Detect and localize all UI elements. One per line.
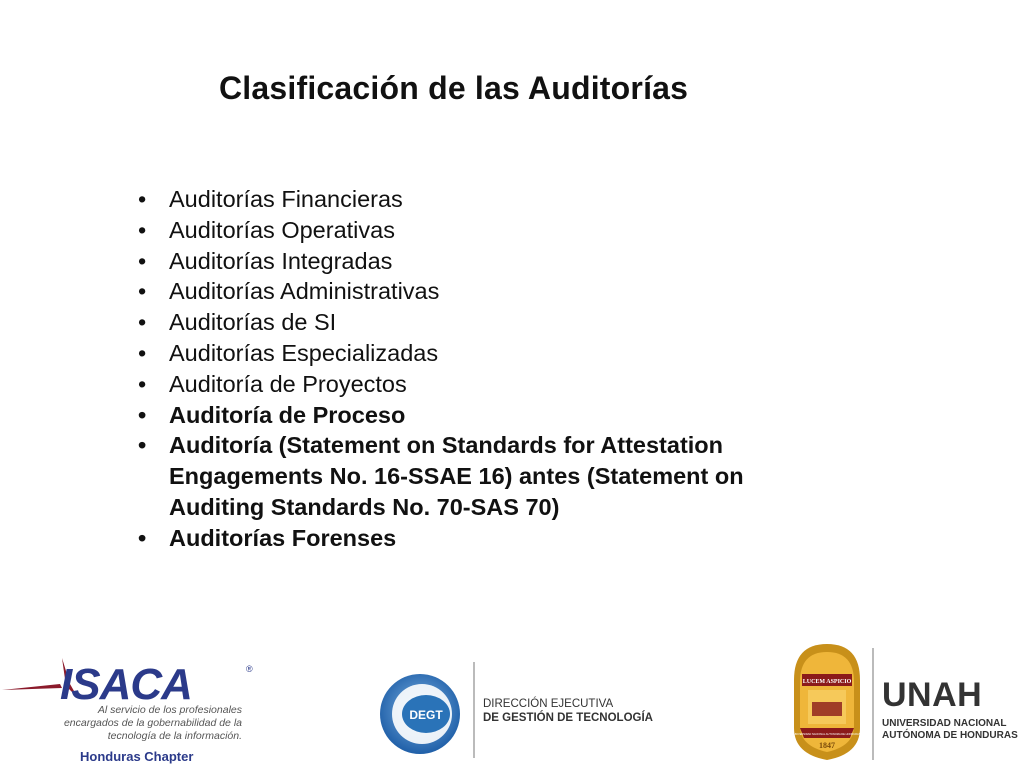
list-item: [138, 400, 838, 431]
list-item: [138, 369, 838, 400]
list-item: [138, 276, 838, 307]
list-item: [138, 430, 838, 522]
bullet-icon: •: [138, 401, 147, 428]
bullet-icon: •: [138, 278, 147, 305]
isaca-chapter: Honduras Chapter: [80, 749, 194, 764]
audit-types-list: [138, 184, 838, 554]
bullet-icon: •: [138, 370, 147, 397]
bullet-icon: •: [138, 432, 147, 459]
list-item: [138, 215, 838, 246]
list-item-text: Auditorías Financieras: [169, 186, 403, 212]
list-item-text: Auditoría (Statement on Standards for Attestation Engagements No. 16-SSAE 16) antes (Statement on Auditing Standards No. 70-SAS 70): [169, 432, 744, 520]
list-item-text: Auditorías Especializadas: [169, 339, 439, 366]
list-item-text: Auditorías Integradas: [169, 247, 393, 274]
degt-line1: DIRECCIÓN EJECUTIVA: [483, 698, 614, 710]
registered-mark: ®: [246, 664, 253, 674]
isaca-logo: [0, 650, 270, 768]
unah-seal-icon: [786, 642, 868, 762]
divider: [473, 662, 475, 758]
degt-line2: DE GESTIÓN DE TECNOLOGÍA: [483, 712, 653, 724]
seal-year: 1847: [819, 741, 835, 750]
unah-wordmark: UNAH: [882, 676, 983, 714]
isaca-tagline-line: Al servicio de los profesionales: [97, 704, 242, 716]
list-item-text: Auditorías Forenses: [169, 524, 397, 551]
bullet-icon: •: [138, 186, 147, 212]
degt-badge-text: DEGT: [409, 708, 443, 722]
list-item: [138, 523, 838, 554]
bullet-icon: •: [138, 524, 147, 551]
list-item-text: Auditorías Administrativas: [169, 278, 440, 305]
isaca-tagline-line: tecnología de la información.: [107, 730, 242, 742]
list-item: [138, 338, 838, 369]
isaca-wordmark: ISACA: [60, 660, 192, 709]
list-item-text: Auditorías de SI: [169, 309, 337, 336]
bullet-icon: •: [138, 339, 147, 366]
unah-line2: AUTÓNOMA DE HONDURAS: [882, 729, 1018, 741]
list-item-text: Auditorías Operativas: [169, 216, 395, 243]
divider: [872, 648, 874, 760]
bullet-icon: •: [138, 216, 147, 243]
bullet-icon: •: [138, 309, 147, 336]
list-item: [138, 246, 838, 277]
degt-logo-icon: [370, 668, 470, 760]
list-item: [138, 184, 838, 215]
list-item: [138, 307, 838, 338]
degt-name: [483, 697, 653, 725]
unah-fullname: [882, 718, 1018, 741]
isaca-tagline-line: encargados de la gobernabilidad de la: [63, 717, 242, 729]
slide-title: Clasificación de las Auditorías: [219, 70, 689, 106]
bullet-icon: •: [138, 247, 147, 274]
seal-ribbon: UNIVERSIDAD NACIONAL AUTONOMA DE HONDURAS: [793, 733, 861, 736]
unah-line1: UNIVERSIDAD NACIONAL: [882, 718, 1007, 729]
isaca-tagline: [20, 704, 242, 743]
list-item-text: Auditoría de Proyectos: [169, 370, 407, 397]
seal-motto: LUCEM ASPICIO: [802, 679, 852, 685]
list-item-text: Auditoría de Proceso: [169, 401, 406, 428]
